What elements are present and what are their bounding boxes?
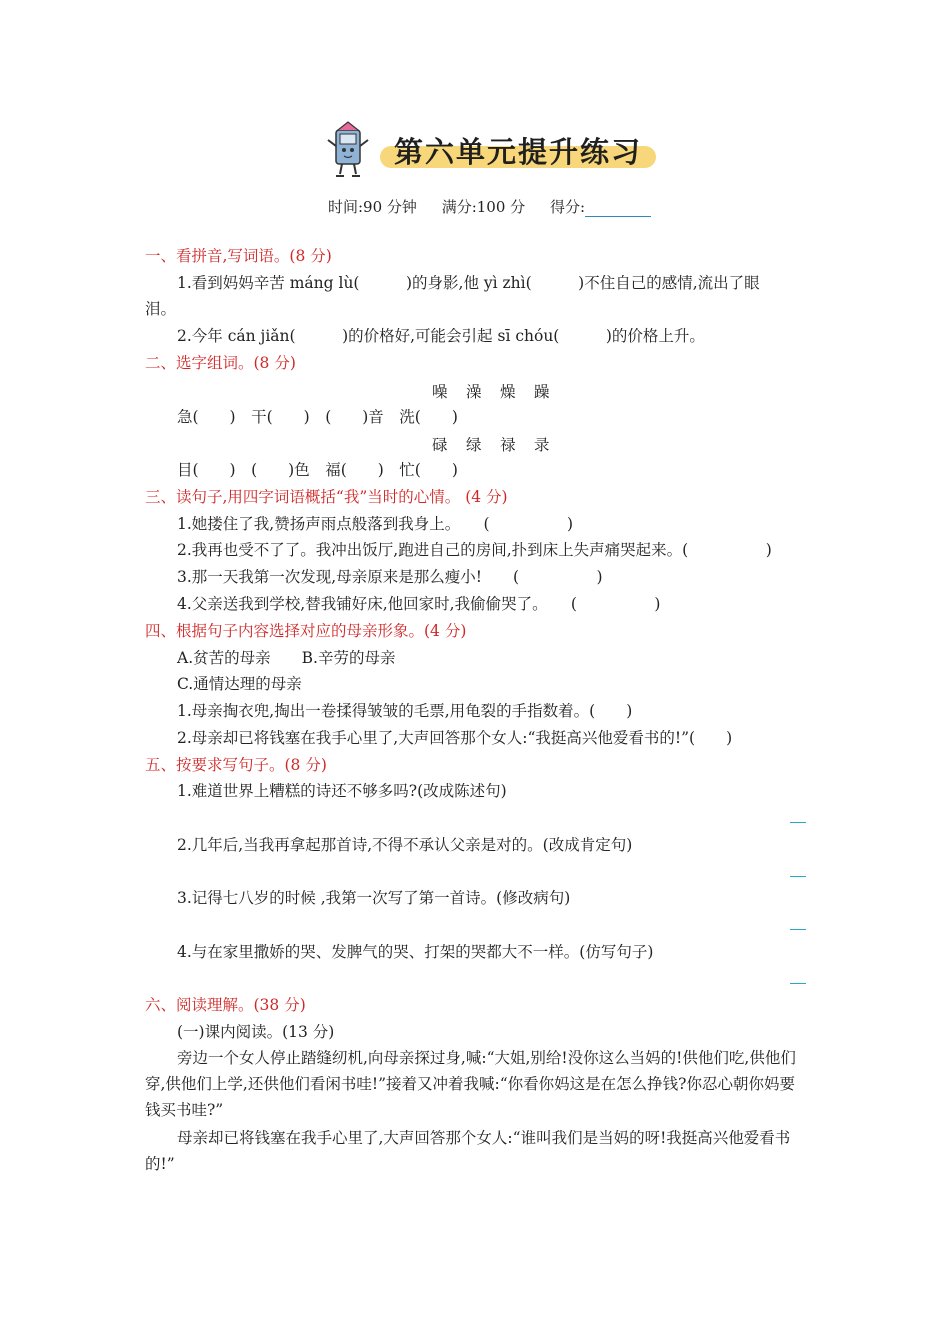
char-group-1 [432, 380, 568, 402]
s4-option-c: C.通情达理的母亲 [177, 675, 302, 693]
answer-line[interactable] [790, 876, 806, 877]
char-option: 噪 [432, 383, 448, 401]
section-2-heading: 二、选字组词。(8 分) [145, 354, 296, 372]
s3-question-2: 2.我再也受不了了。我冲出饭厅,跑进自己的房间,扑到床上失声痛哭起来。( ) [177, 541, 772, 559]
page-title: 第六单元提升练习 [394, 135, 643, 169]
char-option: 澡 [466, 383, 482, 401]
s5-question-3: 3.记得七八岁的时候 ,我第一次写了第一首诗。(修改病句) [177, 889, 571, 907]
s1-question-1-cont: 泪。 [145, 300, 177, 318]
section-4-heading: 四、根据句子内容选择对应的母亲形象。(4 分) [145, 622, 467, 640]
s5-question-2: 2.几年后,当我再拿起那首诗,不得不承认父亲是对的。(改成肯定句) [177, 836, 633, 854]
s4-options-ab: A.贫苦的母亲 B.辛劳的母亲 [177, 649, 396, 667]
exam-meta [328, 196, 651, 217]
char-option: 录 [534, 436, 550, 454]
section-1-heading: 一、看拼音,写词语。(8 分) [145, 247, 332, 265]
s4-question-2: 2.母亲却已将钱塞在我手心里了,大声回答那个女人:“我挺高兴他爱看书的!”( ) [177, 729, 733, 747]
reading-paragraph-2: 母亲却已将钱塞在我手心里了,大声回答那个女人:“谁叫我们是当妈的呀!我挺高兴他爱看书的!” [145, 1129, 791, 1173]
char-option: 绿 [466, 436, 482, 454]
s4-question-1: 1.母亲掏衣兜,掏出一卷揉得皱皱的毛票,用龟裂的手指数着。( ) [177, 702, 633, 720]
reading-paragraph-1: 旁边一个女人停止踏缝纫机,向母亲探过身,喊:“大姐,别给!没你这么当妈的!供他们吃,供他们穿,供他们上学,还供他们看闲书哇!”接着又冲着我喊:“你看你妈这是在怎么挣钱?你忍心朝你妈要钱买书哇?” [145, 1049, 796, 1119]
char-option: 碌 [432, 436, 448, 454]
section-3-heading: 三、读句子,用四字词语概括“我”当时的心情。 (4 分) [145, 488, 508, 506]
score-blank[interactable] [585, 202, 651, 217]
answer-line[interactable] [790, 929, 806, 930]
full-score: 满分:100 分 [441, 198, 526, 216]
s5-question-1: 1.难道世界上糟糕的诗还不够多吗?(改成陈述句) [177, 782, 507, 800]
answer-line[interactable] [790, 822, 806, 823]
s2-row-2: 目( ) ( )色 福( ) 忙( ) [177, 461, 458, 479]
section-5-heading: 五、按要求写句子。(8 分) [145, 756, 327, 774]
char-option: 躁 [534, 383, 550, 401]
title-block [324, 120, 664, 180]
s6-subheading: (一)课内阅读。(13 分) [177, 1023, 335, 1041]
char-option: 禄 [500, 436, 516, 454]
s3-question-3: 3.那一天我第一次发现,母亲原来是那么瘦小! ( ) [177, 568, 603, 586]
char-option: 燥 [500, 383, 516, 401]
s1-question-2: 2.今年 cán jiǎn( )的价格好,可能会引起 sī chóu( )的价格上升。 [177, 327, 705, 345]
s5-question-4: 4.与在家里撒娇的哭、发脾气的哭、打架的哭都大不一样。(仿写句子) [177, 943, 654, 961]
s1-question-1: 1.看到妈妈辛苦 máng lù( )的身影,他 yì zhì( )不住自己的感情,流出了眼 [177, 274, 760, 292]
s3-question-1: 1.她搂住了我,赞扬声雨点般落到我身上。 ( ) [177, 515, 574, 533]
char-group-2 [432, 433, 568, 455]
score-label: 得分: [549, 198, 585, 216]
s2-row-1: 急( ) 干( ) ( )音 洗( ) [177, 408, 458, 426]
book-mascot-icon [324, 120, 372, 178]
section-6-heading: 六、阅读理解。(38 分) [145, 996, 306, 1014]
s3-question-4: 4.父亲送我到学校,替我铺好床,他回家时,我偷偷哭了。 ( ) [177, 595, 661, 613]
answer-line[interactable] [790, 983, 806, 984]
time-limit: 时间:90 分钟 [328, 198, 417, 216]
